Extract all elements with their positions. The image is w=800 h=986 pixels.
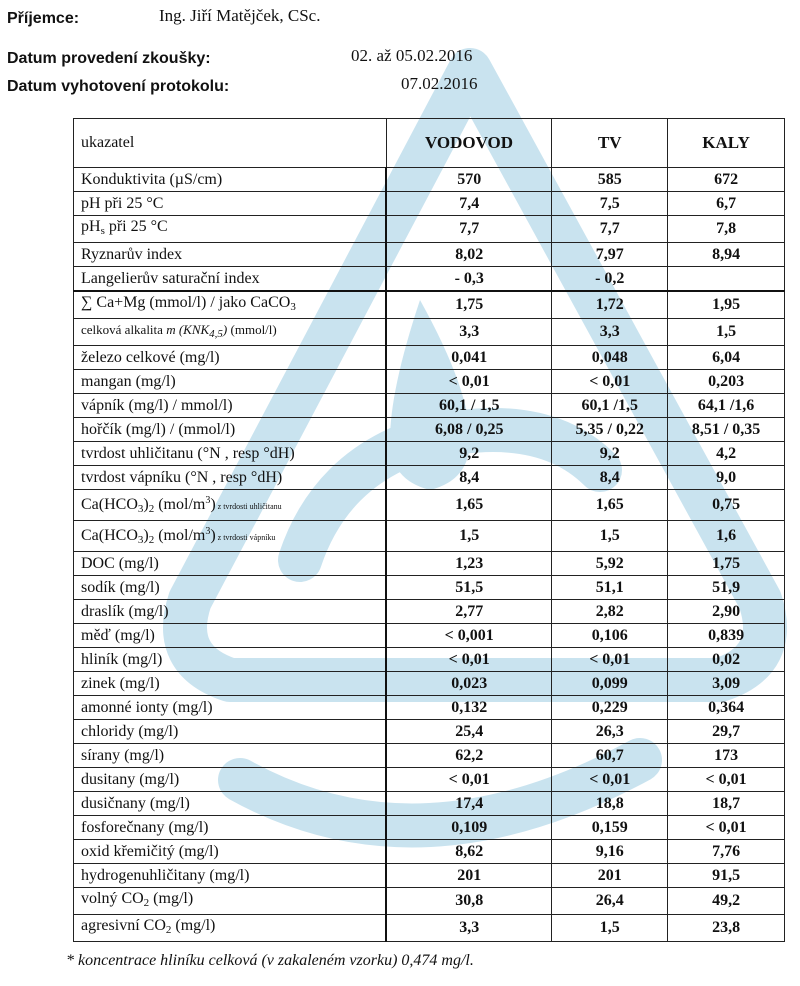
value-cell-vodovod: 0,041 [386, 346, 552, 370]
row-label-part: 3 [290, 301, 296, 313]
row-label: pH při 25 °C [74, 192, 387, 216]
value-cell-kaly: 0,75 [668, 490, 785, 521]
value-cell-vodovod: < 0,01 [386, 768, 552, 792]
value-cell-tv: 0,106 [552, 624, 668, 648]
row-label-part: pH [81, 218, 101, 235]
row-label: hydrogenuhličitany (mg/l) [74, 864, 387, 888]
table-row [74, 816, 785, 840]
column-header-vodovod: VODOVOD [386, 119, 552, 168]
value-cell-kaly: 7,76 [668, 840, 785, 864]
table-row [74, 521, 785, 552]
value-cell-tv: 60,7 [552, 744, 668, 768]
row-label: draslík (mg/l) [74, 600, 387, 624]
row-label: sírany (mg/l) [74, 744, 387, 768]
value-cell-vodovod: 8,02 [386, 243, 552, 267]
value-cell-vodovod: < 0,01 [386, 648, 552, 672]
row-label: Konduktivita (µS/cm) [74, 168, 387, 192]
row-label-part: Ca(HCO [81, 496, 138, 513]
recipient-label: Příjemce: [7, 10, 80, 27]
value-cell-kaly: 29,7 [668, 720, 785, 744]
value-cell-kaly: 4,2 [668, 442, 785, 466]
row-label-part: volný CO [81, 890, 144, 907]
row-label: oxid křemičitý (mg/l) [74, 840, 387, 864]
value-cell-tv: 5,92 [552, 552, 668, 576]
value-cell-vodovod: 0,109 [386, 816, 552, 840]
value-cell-tv: 1,65 [552, 490, 668, 521]
row-label [74, 291, 387, 319]
value-cell-vodovod: 3,3 [386, 915, 552, 942]
value-cell-kaly: 8,51 / 0,35 [668, 418, 785, 442]
value-cell-kaly: < 0,01 [668, 768, 785, 792]
value-cell-vodovod: 30,8 [386, 888, 552, 915]
value-cell-kaly: 1,75 [668, 552, 785, 576]
row-label-part: ) [210, 496, 216, 513]
row-label-part: ) [210, 527, 216, 544]
row-label-part: agresivní CO [81, 917, 166, 934]
value-cell-tv: 5,35 / 0,22 [552, 418, 668, 442]
report-date-value: 07.02.2016 [401, 74, 478, 93]
table-row [74, 744, 785, 768]
row-label: mangan (mg/l) [74, 370, 387, 394]
value-cell-vodovod: 9,2 [386, 442, 552, 466]
table-row [74, 888, 785, 915]
value-cell-vodovod: 1,75 [386, 291, 552, 319]
table-row [74, 624, 785, 648]
row-label: dusitany (mg/l) [74, 768, 387, 792]
row-label: železo celkové (mg/l) [74, 346, 387, 370]
table-row [74, 267, 785, 292]
value-cell-vodovod: 25,4 [386, 720, 552, 744]
row-label-part: z tvrdosti uhličitanu [215, 502, 282, 511]
value-cell-kaly: 91,5 [668, 864, 785, 888]
value-cell-vodovod: 51,5 [386, 576, 552, 600]
value-cell-kaly: 1,95 [668, 291, 785, 319]
value-cell-vodovod: 62,2 [386, 744, 552, 768]
row-label-part: 3 [205, 495, 211, 506]
table-row [74, 552, 785, 576]
value-cell-vodovod: 3,3 [386, 319, 552, 346]
row-label: sodík (mg/l) [74, 576, 387, 600]
row-label: Langelierův saturační index [74, 267, 387, 292]
row-label-part: (mg/l) [149, 890, 194, 907]
table-row [74, 720, 785, 744]
value-cell-vodovod: 8,4 [386, 466, 552, 490]
test-date-label: Datum provedení zkoušky: [7, 50, 211, 67]
row-label: zinek (mg/l) [74, 672, 387, 696]
table-row [74, 319, 785, 346]
value-cell-tv: 0,048 [552, 346, 668, 370]
value-cell-vodovod: 2,77 [386, 600, 552, 624]
value-cell-vodovod: 6,08 / 0,25 [386, 418, 552, 442]
row-label: vápník (mg/l) / mmol/l) [74, 394, 387, 418]
table-row [74, 696, 785, 720]
value-cell-tv: 1,5 [552, 915, 668, 942]
value-cell-kaly: 7,8 [668, 216, 785, 243]
row-label: tvrdost vápníku (°N , resp °dH) [74, 466, 387, 490]
column-header-kaly: KALY [668, 119, 785, 168]
row-label-part: (mol/m [154, 496, 206, 513]
table-row [74, 466, 785, 490]
row-label-part: s [100, 225, 105, 237]
table-row [74, 442, 785, 466]
value-cell-tv: 7,5 [552, 192, 668, 216]
row-label-part: 3 [137, 534, 144, 546]
table-row [74, 394, 785, 418]
value-cell-kaly: 173 [668, 744, 785, 768]
value-cell-kaly: 51,9 [668, 576, 785, 600]
table-row [74, 490, 785, 521]
row-label [74, 915, 387, 942]
row-label [74, 319, 387, 346]
row-label-part: ) [143, 496, 149, 513]
value-cell-kaly: 672 [668, 168, 785, 192]
value-cell-vodovod: - 0,3 [386, 267, 552, 292]
value-cell-kaly: 64,1 /1,6 [668, 394, 785, 418]
table-row [74, 291, 785, 319]
row-label: DOC (mg/l) [74, 552, 387, 576]
row-label: Ryznarův index [74, 243, 387, 267]
value-cell-tv: 0,159 [552, 816, 668, 840]
table-header-row [74, 119, 785, 168]
table-row [74, 840, 785, 864]
value-cell-tv: 0,229 [552, 696, 668, 720]
value-cell-tv: 18,8 [552, 792, 668, 816]
value-cell-vodovod: 17,4 [386, 792, 552, 816]
value-cell-tv: < 0,01 [552, 768, 668, 792]
row-label-part: 4,5 [209, 328, 223, 340]
footnote: * koncentrace hliníku celková (v zakaleném vzorku) 0,474 mg/l. [66, 952, 474, 969]
row-label-part: ) [222, 322, 228, 337]
table-row [74, 672, 785, 696]
value-cell-tv: 9,16 [552, 840, 668, 864]
value-cell-tv: 1,72 [552, 291, 668, 319]
row-label-part: 2 [148, 503, 155, 515]
recipient-value: Ing. Jiří Matějček, CSc. [159, 6, 321, 25]
value-cell-vodovod: 570 [386, 168, 552, 192]
row-label-part: (mmol/l) [227, 322, 277, 337]
row-label-part: 3 [137, 503, 144, 515]
table-row [74, 216, 785, 243]
value-cell-vodovod: 60,1 / 1,5 [386, 394, 552, 418]
report-date-label: Datum vyhotovení protokolu: [7, 78, 230, 95]
value-cell-tv: 585 [552, 168, 668, 192]
row-label-part: ∑ Ca+Mg (mmol/l) / jako CaCO [81, 294, 291, 311]
value-cell-tv: 51,1 [552, 576, 668, 600]
value-cell-tv: 0,099 [552, 672, 668, 696]
value-cell-kaly: 1,5 [668, 319, 785, 346]
value-cell-kaly: 1,6 [668, 521, 785, 552]
row-label-part: 3 [205, 526, 211, 537]
results-table [73, 118, 785, 942]
value-cell-vodovod: 1,23 [386, 552, 552, 576]
row-label-part: m (KNK [166, 322, 210, 337]
value-cell-kaly: 9,0 [668, 466, 785, 490]
value-cell-kaly: 6,7 [668, 192, 785, 216]
value-cell-kaly: 0,203 [668, 370, 785, 394]
value-cell-vodovod: 7,7 [386, 216, 552, 243]
value-cell-tv: 26,3 [552, 720, 668, 744]
value-cell-tv: - 0,2 [552, 267, 668, 292]
value-cell-tv: < 0,01 [552, 370, 668, 394]
row-label-part: ) [143, 527, 149, 544]
table-row [74, 864, 785, 888]
value-cell-tv: < 0,01 [552, 648, 668, 672]
row-label [74, 216, 387, 243]
table-row [74, 192, 785, 216]
row-label-part: 2 [143, 897, 150, 909]
value-cell-kaly: 0,839 [668, 624, 785, 648]
value-cell-tv: 9,2 [552, 442, 668, 466]
value-cell-vodovod: 1,5 [386, 521, 552, 552]
value-cell-vodovod: 0,132 [386, 696, 552, 720]
row-label: hořčík (mg/l) / (mmol/l) [74, 418, 387, 442]
row-label-part: 2 [148, 534, 155, 546]
row-label [74, 888, 387, 915]
value-cell-kaly: 49,2 [668, 888, 785, 915]
value-cell-kaly: 18,7 [668, 792, 785, 816]
table-row [74, 168, 785, 192]
value-cell-vodovod: 0,023 [386, 672, 552, 696]
value-cell-vodovod: < 0,01 [386, 370, 552, 394]
table-row [74, 600, 785, 624]
row-label: měď (mg/l) [74, 624, 387, 648]
table-row [74, 418, 785, 442]
value-cell-tv: 7,97 [552, 243, 668, 267]
value-cell-kaly: 0,364 [668, 696, 785, 720]
row-label: fosforečnany (mg/l) [74, 816, 387, 840]
row-label: chloridy (mg/l) [74, 720, 387, 744]
row-label: hliník (mg/l) [74, 648, 387, 672]
table-row [74, 576, 785, 600]
test-date-value: 02. až 05.02.2016 [351, 46, 473, 65]
row-label-part: (mg/l) [171, 917, 216, 934]
value-cell-kaly: 2,90 [668, 600, 785, 624]
value-cell-kaly: 8,94 [668, 243, 785, 267]
row-label-part: (mol/m [154, 527, 206, 544]
table-row [74, 915, 785, 942]
table-row [74, 768, 785, 792]
row-label [74, 521, 387, 552]
value-cell-vodovod: 201 [386, 864, 552, 888]
column-header-indicator: ukazatel [74, 119, 387, 168]
value-cell-vodovod: 7,4 [386, 192, 552, 216]
value-cell-kaly: 23,8 [668, 915, 785, 942]
value-cell-vodovod: 1,65 [386, 490, 552, 521]
row-label: amonné ionty (mg/l) [74, 696, 387, 720]
table-row [74, 792, 785, 816]
value-cell-tv: 2,82 [552, 600, 668, 624]
value-cell-tv: 8,4 [552, 466, 668, 490]
table-row [74, 370, 785, 394]
row-label-part: 2 [165, 924, 172, 936]
row-label: dusičnany (mg/l) [74, 792, 387, 816]
table-row [74, 648, 785, 672]
value-cell-tv: 7,7 [552, 216, 668, 243]
value-cell-tv: 201 [552, 864, 668, 888]
value-cell-kaly: 6,04 [668, 346, 785, 370]
value-cell-tv: 26,4 [552, 888, 668, 915]
row-label-part: při 25 °C [104, 218, 168, 235]
row-label-part: celková alkalita [81, 322, 167, 337]
value-cell-tv: 1,5 [552, 521, 668, 552]
value-cell-kaly: 0,02 [668, 648, 785, 672]
value-cell-vodovod: 8,62 [386, 840, 552, 864]
row-label [74, 490, 387, 521]
value-cell-tv: 3,3 [552, 319, 668, 346]
row-label-part: Ca(HCO [81, 527, 138, 544]
row-label-part: z tvrdosti vápníku [215, 533, 276, 542]
value-cell-kaly: < 0,01 [668, 816, 785, 840]
value-cell-kaly [668, 267, 785, 292]
value-cell-tv: 60,1 /1,5 [552, 394, 668, 418]
table-row [74, 346, 785, 370]
table-row [74, 243, 785, 267]
row-label: tvrdost uhličitanu (°N , resp °dH) [74, 442, 387, 466]
value-cell-vodovod: < 0,001 [386, 624, 552, 648]
value-cell-kaly: 3,09 [668, 672, 785, 696]
column-header-tv: TV [552, 119, 668, 168]
